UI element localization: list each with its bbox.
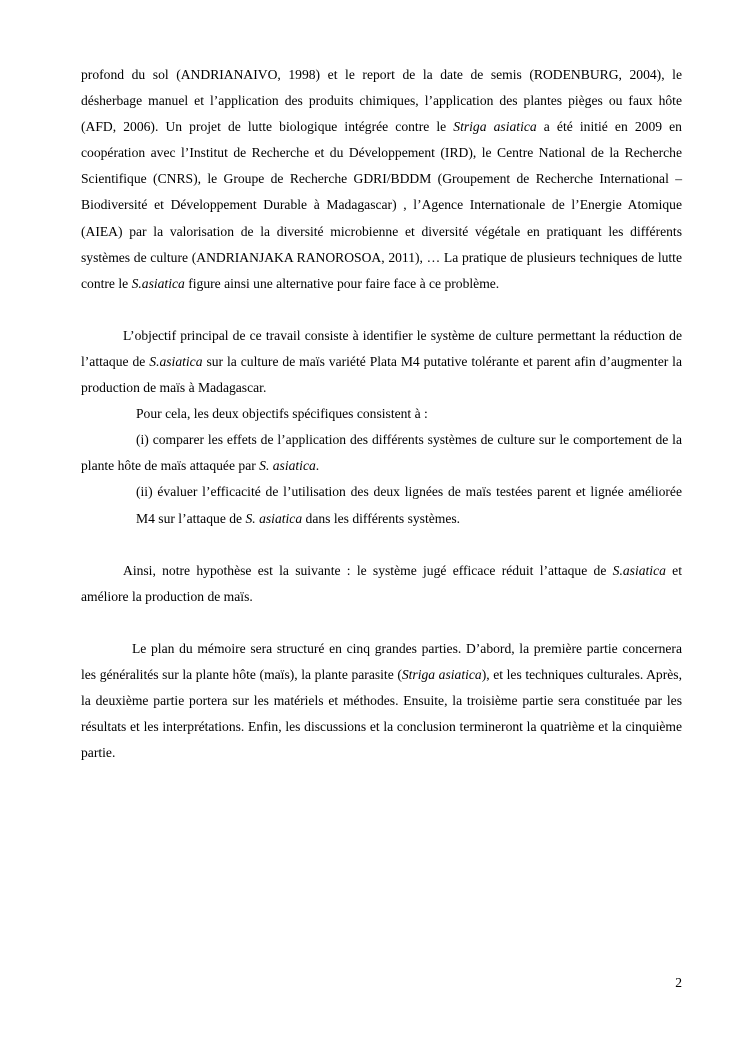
text-segment: Ainsi, notre hypothèse est la suivante : le système jugé efficace réduit l’attaque de xyxy=(123,562,613,578)
species-name-italic: S. asiatica xyxy=(245,510,303,526)
document-body xyxy=(81,62,682,766)
text-segment: figure ainsi une alternative pour faire face à ce problème. xyxy=(184,275,500,291)
objective-item-2 xyxy=(81,479,682,531)
paragraph-spacer xyxy=(81,610,682,636)
text-segment: dans les différents systèmes. xyxy=(302,510,461,526)
species-name-italic: Striga asiatica xyxy=(453,119,537,135)
paragraph-spacer xyxy=(81,297,682,323)
text-segment: . xyxy=(315,458,320,474)
objective-item-1 xyxy=(81,427,682,479)
paragraph-thesis-plan xyxy=(81,636,682,766)
species-name-italic: S.asiatica xyxy=(612,562,666,578)
paragraph-specific-objectives-intro xyxy=(81,401,682,427)
species-name-italic: S.asiatica xyxy=(131,275,185,291)
paragraph-control-methods xyxy=(81,62,682,297)
paragraph-spacer xyxy=(81,532,682,558)
text-segment: et améliore la production de maïs. xyxy=(81,562,682,604)
text-segment: ), et les techniques culturales. Après, la deuxième partie portera sur les matériels et méthodes. Ensuite, la troisième partie sera constituée par les résultats et les interprétations. Enfin, les discussions et la conclusion termineront la quatrième et la cinquième partie. xyxy=(81,666,682,761)
text-segment: sur la culture de maïs variété Plata M4 putative tolérante et parent afin d’augmenter la production de maïs à Madagascar. xyxy=(81,353,682,396)
text-segment: L’objectif principal de ce travail consiste à identifier le système de culture permettant la réduction de l’attaque de xyxy=(81,327,682,369)
page-number: 2 xyxy=(675,975,682,990)
text-segment: (i) comparer les effets de l’application des différents systèmes de culture sur le comportement de la plante hôte de maïs attaquée par xyxy=(81,432,682,474)
species-name-italic: S. asiatica xyxy=(259,458,316,474)
text-segment: Pour cela, les deux objectifs spécifiques consistent à : xyxy=(136,406,428,422)
text-segment: Le plan du mémoire sera structuré en cinq grandes parties. D’abord, la première partie concernera les généralités sur la plante hôte (maïs), la plante parasite ( xyxy=(81,640,682,682)
paragraph-hypothesis xyxy=(81,558,682,610)
text-segment: a été initié en 2009 en coopération avec l’Institut de Recherche et du Développement (IRD), le Centre National de la Recherche Scientifique (CNRS), le Groupe de Recherche GDRI/BDDM (Groupement de Recherche International – Biodiversité et Développement Durable à Madagascar) , l’Agence Internationale de l’Energie Atomique (AIEA) par la valorisation de la diversité microbienne et diversité végétale en pratiquant les différents systèmes de culture (ANDRIANJAKA RANOROSOA, 2011), … La pratique de plusieurs techniques de lutte contre le xyxy=(81,119,682,291)
species-name-italic: Striga asiatica xyxy=(401,666,482,682)
species-name-italic: S.asiatica xyxy=(149,353,203,369)
text-segment: profond du sol (ANDRIANAIVO, 1998) et le report de la date de semis (RODENBURG, 2004), le désherbage manuel et l’application des produits chimiques, l’application des plantes pièges ou faux hôte (AFD, 2006). Un projet de lutte biologique intégrée contre le xyxy=(81,67,682,135)
text-segment: (ii) évaluer l’efficacité de l’utilisation des deux lignées de maïs testées parent et lignée améliorée M4 sur l’attaque de xyxy=(136,484,682,526)
paragraph-main-objective xyxy=(81,323,682,401)
